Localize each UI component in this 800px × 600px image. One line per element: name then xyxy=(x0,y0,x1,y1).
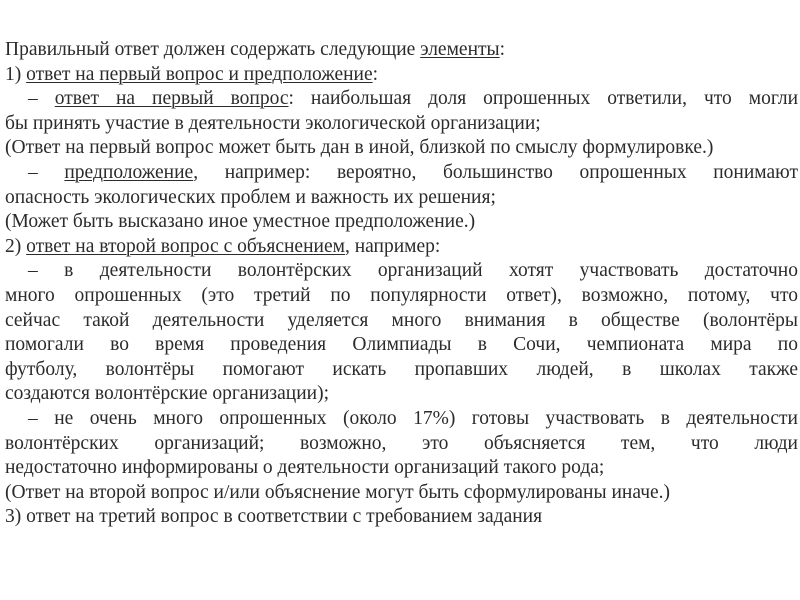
heading-colon: : xyxy=(499,39,506,60)
assumption-line xyxy=(5,161,798,186)
item-number: 2) xyxy=(5,235,27,257)
item-2-text: , например: xyxy=(344,235,441,257)
item-number: 1) xyxy=(5,63,27,85)
first-answer-text: : наибольшая доля опрошенных ответили, что могли xyxy=(288,88,798,110)
assumption-text: , например: вероятно, большинство опрошенных понимают xyxy=(193,161,798,183)
first-answer-continuation: бы принять участие в деятельности экологической организации; xyxy=(5,112,541,134)
heading-text: Правильный ответ должен содержать следующие xyxy=(5,39,421,60)
item-1-title: ответ на первый вопрос и предположение xyxy=(26,63,373,85)
assumption-label: предположение xyxy=(64,161,194,183)
item-2-heading xyxy=(5,235,798,260)
item-1-colon: : xyxy=(372,63,379,85)
first-answer-line xyxy=(5,87,798,112)
item-3-line: 3) ответ на третий вопрос в соответствии с требованием задания xyxy=(5,506,543,528)
dash: – xyxy=(28,161,65,183)
volunteer-paragraph-line: много опрошенных (это третий по популярности ответ), возможно, потому, что xyxy=(5,284,798,306)
volunteer-paragraph-line: футболу, волонтёры помогают искать пропавших людей, в школах также xyxy=(5,358,798,380)
dash: – xyxy=(28,88,55,110)
item-2-title: ответ на второй вопрос с объяснением xyxy=(26,235,345,257)
uninformed-paragraph-line: – не очень много опрошенных (около 17%) готовы участвовать в деятельности xyxy=(28,407,798,429)
first-answer-note: (Ответ на первый вопрос может быть дан в иной, близкой по смыслу формулировке.) xyxy=(5,137,714,159)
volunteer-paragraph-line: – в деятельности волонтёрских организаций хотят участвовать достаточно xyxy=(28,260,798,282)
volunteer-paragraph-line: сейчас такой деятельности уделяется много внимания в обществе (волонтёры xyxy=(5,309,798,331)
volunteer-paragraph-line: помогали во время проведения Олимпиады в Сочи, чемпионата мира по xyxy=(5,334,798,356)
assumption-continuation: опасность экологических проблем и важность их решения; xyxy=(5,186,496,208)
criteria-heading xyxy=(5,38,798,63)
assumption-note: (Может быть высказано иное уместное предположение.) xyxy=(5,211,476,233)
uninformed-paragraph-line: волонтёрских организаций; возможно, это объясняется тем, что люди xyxy=(5,432,798,454)
uninformed-paragraph-line: недостаточно информированы о деятельности организаций такого рода; xyxy=(5,457,605,479)
item-1-heading xyxy=(5,63,798,88)
heading-underlined-word: элементы xyxy=(420,39,500,60)
answer-criteria-document xyxy=(5,38,798,530)
volunteer-paragraph-line: создаются волонтёрские организации); xyxy=(5,383,330,405)
second-answer-note: (Ответ на второй вопрос и/или объяснение могут быть сформулированы иначе.) xyxy=(5,481,671,503)
first-answer-label: ответ на первый вопрос xyxy=(54,88,289,110)
